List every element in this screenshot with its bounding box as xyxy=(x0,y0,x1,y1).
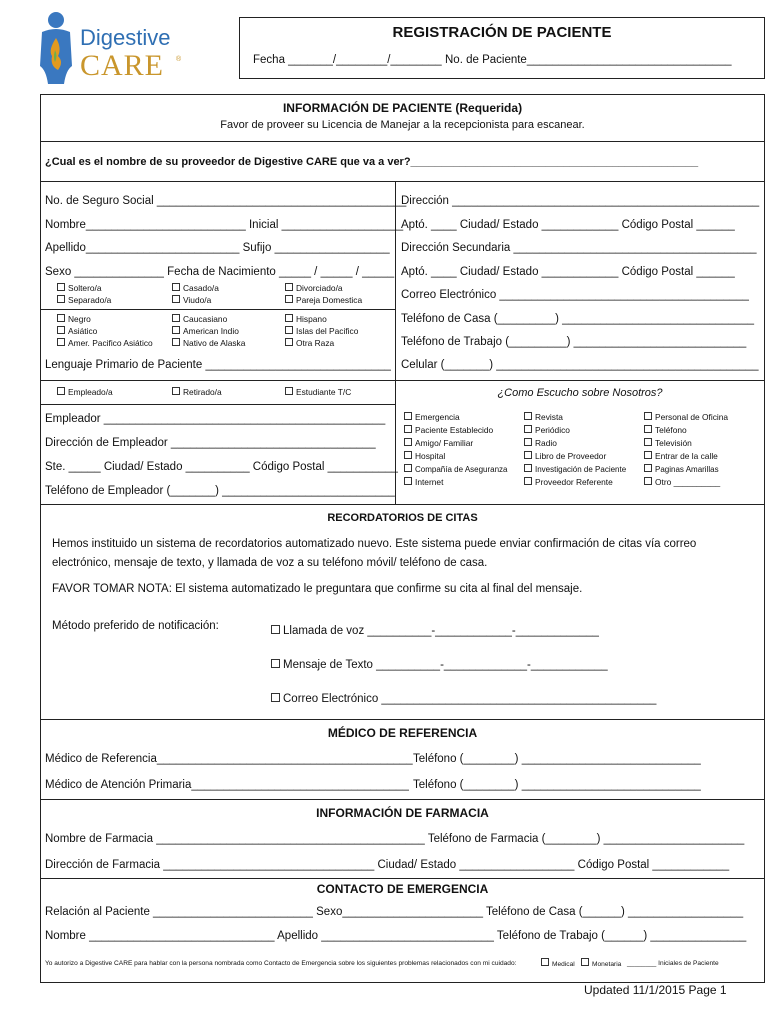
employer-city-field[interactable]: Ste. _____ Ciudad/ Estado __________ Código Postal ___________ xyxy=(45,461,398,473)
voice-call-option[interactable]: Llamada de voz __________-____________-_____________ xyxy=(271,624,599,638)
divider xyxy=(40,141,765,142)
text-message-option[interactable]: Mensaje de Texto __________-_____________-____________ xyxy=(271,658,608,672)
heard-option[interactable]: Hospital xyxy=(404,451,445,462)
heard-option[interactable]: Amigo/ Familiar xyxy=(404,438,473,449)
logo xyxy=(36,10,186,86)
referring-phone-field[interactable]: Teléfono (________) ____________________________ xyxy=(413,753,701,765)
checkbox[interactable] xyxy=(172,387,180,395)
heard-option[interactable]: Proveedor Referente xyxy=(524,477,613,488)
divider xyxy=(40,181,765,182)
provider-question[interactable]: ¿Cual es el nombre de su proveedor de Digestive CARE que va a ver?_______________________________________________ xyxy=(45,156,699,168)
checkbox[interactable] xyxy=(57,283,65,291)
reminders-note: FAVOR TOMAR NOTA: El sistema automatizado le preguntara que confirme su cita al final del mensaje. xyxy=(52,583,583,595)
heard-option[interactable]: Compañía de Aseguranza xyxy=(404,464,508,475)
address-field[interactable]: Dirección ________________________________________________ xyxy=(401,195,760,207)
race-option[interactable]: Amer. Pacifico Asiático xyxy=(57,338,153,349)
checkbox[interactable] xyxy=(57,326,65,334)
employment-option[interactable]: Empleado/a xyxy=(57,387,113,398)
checkbox[interactable] xyxy=(644,412,652,420)
race-option[interactable]: Islas del Pacifico xyxy=(285,326,358,337)
divider xyxy=(40,309,395,310)
checkbox[interactable] xyxy=(524,412,532,420)
info-subtitle: Favor de proveer su Licencia de Manejar a la recepcionista para escanear. xyxy=(220,119,585,131)
cell-phone-field[interactable]: Celular (_______) _________________________________________ xyxy=(401,359,759,371)
checkbox[interactable] xyxy=(57,387,65,395)
heard-option[interactable]: Investigación de Paciente xyxy=(524,464,626,475)
heard-option[interactable]: Paginas Amarillas xyxy=(644,464,719,475)
employment-option[interactable]: Estudiante T/C xyxy=(285,387,351,398)
divider xyxy=(40,380,765,381)
checkbox[interactable] xyxy=(285,295,293,303)
employer-field[interactable]: Empleador ____________________________________________ xyxy=(45,413,386,425)
checkbox[interactable] xyxy=(57,295,65,303)
apt2-city-field[interactable]: Aptó. ____ Ciudad/ Estado ____________ Código Postal ______ xyxy=(401,266,735,278)
emergency-row-2[interactable]: Nombre _____________________________ Apellido ___________________________ Teléfono de Trabajo (______) _______________ xyxy=(45,930,747,942)
logo-registered: ® xyxy=(176,56,182,63)
divider xyxy=(40,404,395,405)
race-option[interactable]: Hispano xyxy=(285,314,327,325)
checkbox[interactable] xyxy=(644,438,652,446)
race-option[interactable]: American Indio xyxy=(172,326,239,337)
divider xyxy=(40,719,765,720)
checkbox[interactable] xyxy=(57,314,65,322)
checkbox[interactable] xyxy=(172,314,180,322)
checkbox[interactable] xyxy=(524,451,532,459)
logo-line1: Digestive xyxy=(80,25,171,50)
logo-figure-icon xyxy=(36,10,76,86)
marital-option[interactable]: Separado/a xyxy=(57,295,111,306)
divider xyxy=(40,799,765,800)
primary-phone-field[interactable]: Teléfono (________) ____________________________ xyxy=(413,779,701,791)
heard-option[interactable]: Personal de Oficina xyxy=(644,412,728,423)
heard-option[interactable]: Revista xyxy=(524,412,563,423)
emergency-row-1[interactable]: Relación al Paciente _________________________ Sexo______________________ Teléfono de Casa (______) __________________ xyxy=(45,906,744,918)
heard-option[interactable]: Emergencia xyxy=(404,412,460,423)
checkbox[interactable] xyxy=(172,295,180,303)
reminders-text-2: electrónico, mensaje de texto, y llamada de voz a su teléfono móvil/ teléfono de casa. xyxy=(52,557,488,569)
divider xyxy=(40,504,765,505)
marital-option[interactable]: Casado/a xyxy=(172,283,219,294)
pharmacy-title: INFORMACIÓN DE FARMACIA xyxy=(316,806,489,820)
checkbox[interactable] xyxy=(524,464,532,472)
heard-option[interactable]: Radio xyxy=(524,438,557,449)
pharmacy-name-field[interactable]: Nombre de Farmacia __________________________________________ Teléfono de Farmacia (________) ______________________ xyxy=(45,833,745,845)
sex-dob-field[interactable]: Sexo ______________ Fecha de Nacimiento _____ / _____ / _____ xyxy=(45,266,395,278)
checkbox[interactable] xyxy=(404,438,412,446)
marital-option[interactable]: Viudo/a xyxy=(172,295,211,306)
checkbox[interactable] xyxy=(285,326,293,334)
checkbox[interactable] xyxy=(581,958,589,966)
pharmacy-address-field[interactable]: Dirección de Farmacia _________________________________ Ciudad/ Estado __________________ Código Postal ____________ xyxy=(45,859,730,871)
heard-option[interactable]: Internet xyxy=(404,477,443,488)
marital-option[interactable]: Soltero/a xyxy=(57,283,102,294)
referring-doctor-field[interactable]: Médico de Referencia________________________________________ xyxy=(45,753,413,765)
heard-option[interactable]: Paciente Establecido xyxy=(404,425,493,436)
employer-phone-field[interactable]: Teléfono de Empleador (_______) ___________________________ xyxy=(45,485,395,497)
checkbox[interactable] xyxy=(644,477,652,485)
page-title: REGISTRACIÓN DE PACIENTE xyxy=(392,24,612,41)
checkbox[interactable] xyxy=(271,625,280,634)
checkbox[interactable] xyxy=(524,438,532,446)
checkbox[interactable] xyxy=(644,451,652,459)
employment-option[interactable]: Retirado/a xyxy=(172,387,222,398)
logo-line2: CARE xyxy=(80,49,165,82)
home-phone-field[interactable]: Teléfono de Casa (_________) ______________________________ xyxy=(401,313,754,325)
checkbox[interactable] xyxy=(172,326,180,334)
heard-option[interactable]: Periódico xyxy=(524,425,570,436)
checkbox[interactable] xyxy=(404,464,412,472)
checkbox[interactable] xyxy=(404,451,412,459)
checkbox[interactable] xyxy=(524,477,532,485)
emergency-title: CONTACTO DE EMERGENCIA xyxy=(316,882,489,896)
address2-field[interactable]: Dirección Secundaria ______________________________________ xyxy=(401,242,757,254)
consent-medical-option[interactable]: Medical xyxy=(541,958,575,970)
checkbox[interactable] xyxy=(285,314,293,322)
checkbox[interactable] xyxy=(172,283,180,291)
heard-title: ¿Como Escucho sobre Nosotros? xyxy=(497,387,663,399)
heard-option[interactable]: Teléfono xyxy=(644,425,687,436)
checkbox[interactable] xyxy=(404,477,412,485)
checkbox[interactable] xyxy=(404,425,412,433)
lastname-field[interactable]: Apellido________________________ Sufijo __________________ xyxy=(45,242,390,254)
method-label: Método preferido de notificación: xyxy=(52,620,219,632)
race-option[interactable]: Nativo de Alaska xyxy=(172,338,245,349)
race-option[interactable]: Caucasiano xyxy=(172,314,227,325)
checkbox[interactable] xyxy=(644,425,652,433)
email-field[interactable]: Correo Electrónico _______________________________________ xyxy=(401,289,749,301)
referral-title: MÉDICO DE REFERENCIA xyxy=(327,726,478,740)
checkbox[interactable] xyxy=(57,338,65,346)
marital-option[interactable]: Pareja Domestica xyxy=(285,295,362,306)
patient-initials-field[interactable]: ________ Iniciales de Paciente xyxy=(627,960,719,967)
apt-city-field[interactable]: Aptó. ____ Ciudad/ Estado ____________ Código Postal ______ xyxy=(401,219,735,231)
checkbox[interactable] xyxy=(541,958,549,966)
race-option[interactable]: Negro xyxy=(57,314,91,325)
footer-updated: Updated 11/1/2015 Page 1 xyxy=(584,983,727,997)
heard-option[interactable]: Televisión xyxy=(644,438,692,449)
primary-doctor-field[interactable]: Médico de Atención Primaria__________________________________ xyxy=(45,779,409,791)
heard-option[interactable]: Entrar de la calle xyxy=(644,451,718,462)
date-field[interactable]: Fecha _______/________/________ xyxy=(253,54,442,66)
heard-option[interactable]: Otro __________ xyxy=(644,477,720,488)
employer-address-field[interactable]: Dirección de Empleador ________________________________ xyxy=(45,437,376,449)
checkbox[interactable] xyxy=(285,338,293,346)
checkbox[interactable] xyxy=(172,338,180,346)
reminders-text-1: Hemos instituido un sistema de recordatorios automatizado nuevo. Este sistema puede enviar confirmación de citas vía correo xyxy=(52,538,697,550)
patient-number-field[interactable]: No. de Paciente________________________________ xyxy=(445,54,732,66)
reminders-title: RECORDATORIOS DE CITAS xyxy=(327,512,478,524)
work-phone-field[interactable]: Teléfono de Trabajo (_________) ___________________________ xyxy=(401,336,747,348)
race-option[interactable]: Asiático xyxy=(57,326,97,337)
checkbox[interactable] xyxy=(271,693,280,702)
checkbox[interactable] xyxy=(524,425,532,433)
name-field[interactable]: Nombre_________________________ Inicial ___________________ xyxy=(45,219,404,231)
checkbox[interactable] xyxy=(644,464,652,472)
race-option[interactable]: Otra Raza xyxy=(285,338,334,349)
ssn-field[interactable]: No. de Seguro Social _______________________________________ xyxy=(45,195,407,207)
checkbox[interactable] xyxy=(285,283,293,291)
marital-option[interactable]: Divorciado/a xyxy=(285,283,343,294)
checkbox[interactable] xyxy=(285,387,293,395)
consent-money-option[interactable]: Monetaria xyxy=(581,958,621,970)
checkbox[interactable] xyxy=(271,659,280,668)
consent-text: Yo autorizo a Digestive CARE para hablar con la persona nombrada como Contacto de Emergencia sobre los siguientes problemas relacionados con mi cuidado: xyxy=(45,960,517,967)
info-title: INFORMACIÓN DE PACIENTE (Requerida) xyxy=(282,101,523,115)
email-option[interactable]: Correo Electrónico ___________________________________________ xyxy=(271,692,656,706)
heard-option[interactable]: Libro de Proveedor xyxy=(524,451,606,462)
checkbox[interactable] xyxy=(404,412,412,420)
divider xyxy=(40,878,765,879)
language-field[interactable]: Lenguaje Primario de Paciente _____________________________ xyxy=(45,359,391,371)
